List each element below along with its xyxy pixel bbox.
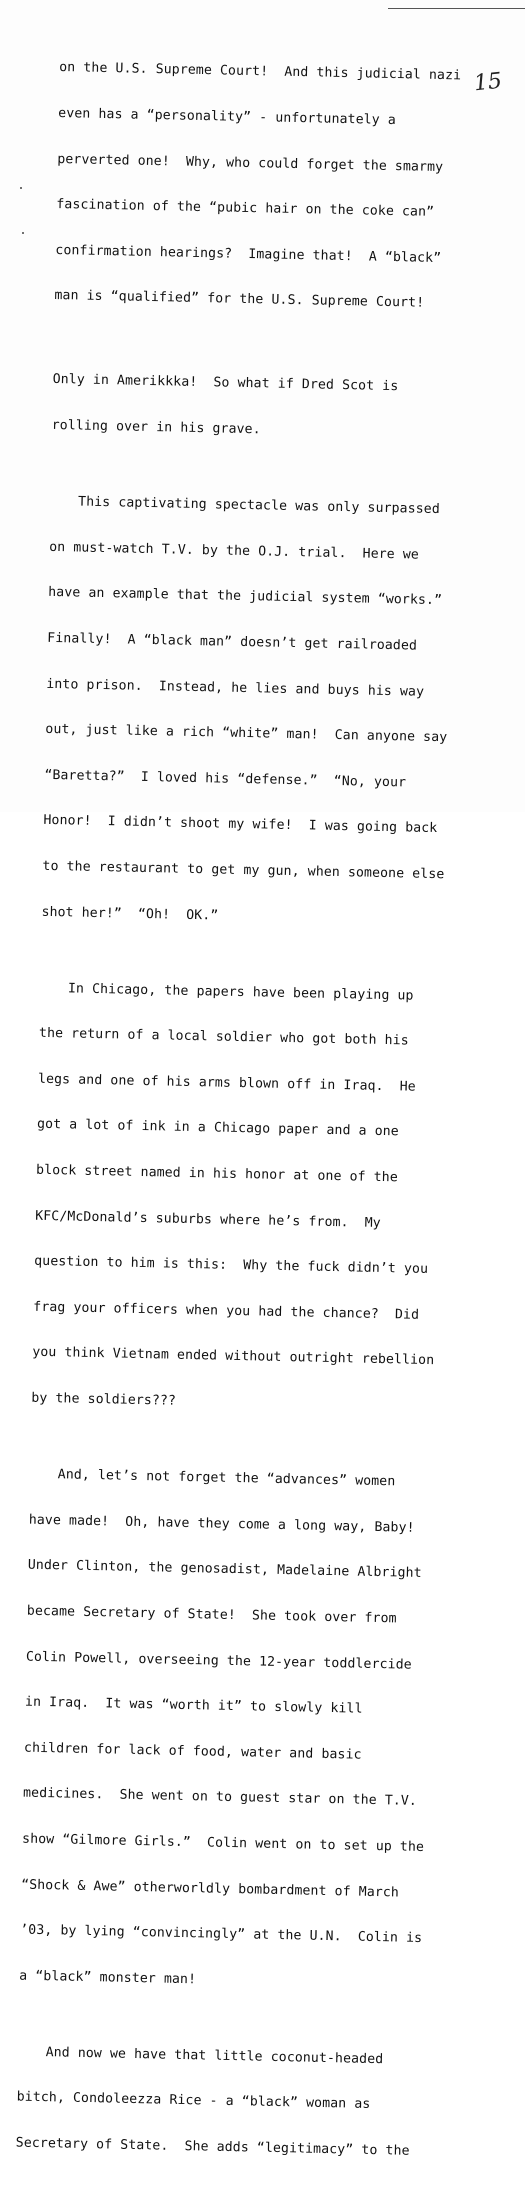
text-line: And now we have that little coconut-headed [45,2044,384,2068]
text-line: have made! Oh, have they come a long way, Baby! [28,1512,415,1536]
paragraph-6 [15,2014,473,2191]
text-line: “Shock & Awe” otherworldly bombardment of March [20,1877,400,1901]
text-line: question to him is this: Why the fuck didn’t you [34,1253,429,1278]
text-line: have an example that the judicial system “works.” [48,585,443,609]
text-line: into prison. Instead, he lies and buys his way [46,676,425,700]
text-line: Secretary of State. She adds “legitimacy” to the [15,2135,410,2159]
text-line: a “black” monster man! [19,1968,197,1988]
paragraph-3 [41,464,506,960]
scan-speck [22,232,24,234]
paragraph-4 [31,950,496,1446]
text-line: block street named in his honor at one of the [35,1162,398,1186]
text-line: on the U.S. Supreme Court! And this judicial nazi [59,60,462,84]
text-line: “Baretta?” I loved his “defense.” “No, your [44,767,407,791]
paragraph-1 [54,30,515,344]
paragraph-2 [51,342,508,473]
paragraph-5 [18,1436,485,2023]
text-line: Under Clinton, the genosadist, Madelaine Albright [27,1557,422,1582]
text-line: Colin Powell, overseeing the 12-year toddlercide [25,1649,412,1673]
text-line: medicines. She went on to guest star on the T.V. [22,1785,418,1810]
text-line: Honor! I didn’t shoot my wife! I was going back [43,813,438,837]
text-line: ’03, by lying “convincingly” at the U.N. Colin is [20,1922,423,1947]
text-line: in Iraq. It was “worth it” to slowly kill [24,1694,363,1717]
text-line: perverted one! Why, who could forget the smarmy [57,151,444,175]
handwritten-page-number: 15 [472,68,504,97]
text-line: frag your officers when you had the chance? Did [33,1299,420,1323]
text-line: got a lot of ink in a Chicago paper and a one [36,1117,399,1140]
text-line: by the soldiers??? [31,1390,177,1409]
document-body [15,30,515,2191]
text-line: out, just like a rich “white” man! Can anyone say [45,721,448,746]
text-line: on must-watch T.V. by the O.J. trial. Here we [49,539,420,563]
text-line: children for lack of food, water and basic [23,1740,362,1763]
text-line: And, let’s not forget the “advances” women [57,1467,396,1490]
text-line: Only in Amerikkka! So what if Dred Scot is [52,372,399,395]
text-line: you think Vietnam ended without outright rebellion [32,1345,435,1369]
text-line: bitch, Condoleezza Rice - a “black” woman as [16,2089,371,2113]
text-line: show “Gilmore Girls.” Colin went on to set up the [21,1831,425,1855]
text-line: Finally! A “black man” doesn’t get railroaded [47,630,418,654]
page-top-rule [388,8,525,9]
text-line: confirmation hearings? Imagine that! A “black” [55,242,442,266]
text-line: even has a “personality” - unfortunately a [58,105,397,129]
text-line: became Secretary of State! She took over from [26,1603,397,1627]
text-line: legs and one of his arms blown off in Iraq. He [37,1071,416,1095]
text-line: In Chicago, the papers have been playing up [67,980,414,1004]
text-line: rolling over in his grave. [51,417,261,438]
text-line: This captivating spectacle was only surpassed [77,494,440,518]
text-line: the return of a local soldier who got both his [38,1025,409,1049]
text-line: KFC/McDonald’s suburbs where he’s from. My [35,1208,381,1231]
text-line: man is “qualified” for the U.S. Supreme Court! [54,288,425,312]
text-line: fascination of the “pubic hair on the coke can” [56,197,435,221]
text-line: shot her!” “Oh! OK.” [41,904,219,924]
text-line: to the restaurant to get my gun, when someone else [42,858,445,883]
scan-speck [20,187,22,189]
